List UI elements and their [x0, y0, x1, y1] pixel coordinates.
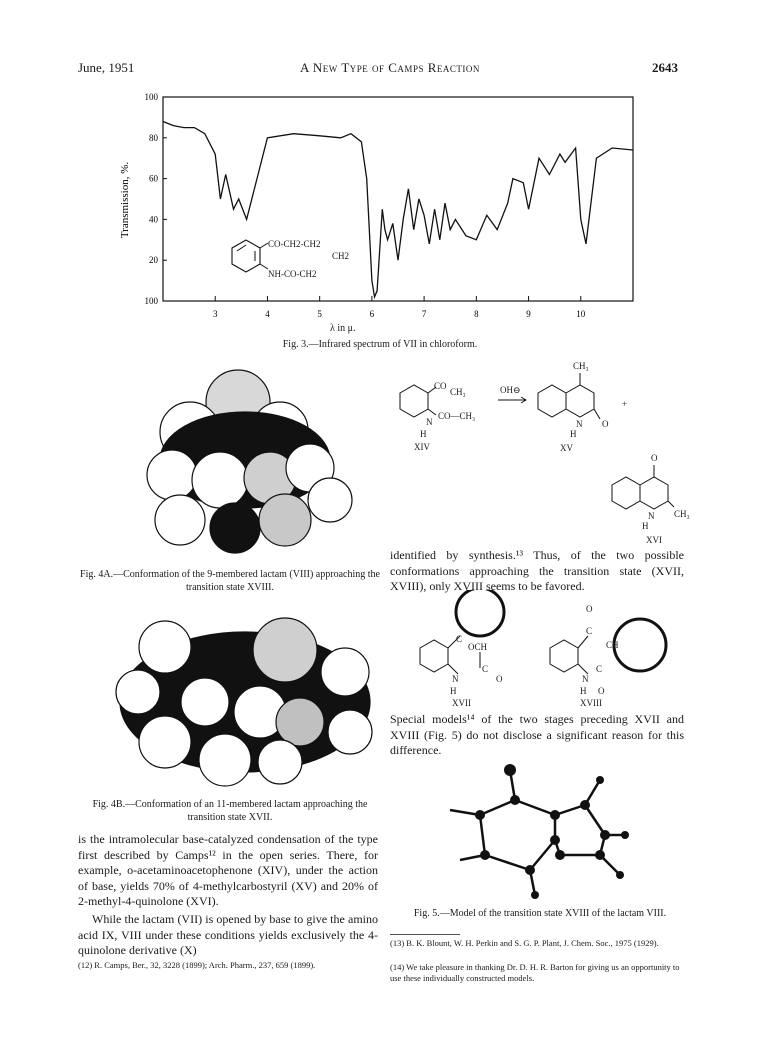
svg-text:O: O: [496, 674, 503, 684]
x-tick-label: 7: [421, 309, 427, 319]
svg-text:CH: CH: [606, 640, 619, 650]
label-XV: XV: [560, 443, 573, 453]
svg-text:CO—CH₃: CO—CH₃: [438, 411, 476, 421]
fig3-caption: Fig. 3.—Infrared spectrum of VII in chloroform.: [282, 339, 478, 350]
svg-text:C: C: [456, 634, 463, 644]
reaction-scheme: [390, 355, 690, 550]
svg-text:N: N: [452, 674, 459, 684]
running-title: A New Type of Camps Reaction: [300, 60, 480, 75]
footnote-12: (12) R. Camps, Ber., 32, 3228 (1899); Arch. Pharm., 237, 659 (1899).: [78, 960, 316, 970]
svg-text:CH₃: CH₃: [450, 387, 466, 397]
svg-text:N: N: [426, 417, 433, 427]
svg-text:OCH: OCH: [468, 642, 488, 652]
transition-structures: [400, 590, 690, 710]
footnote-divider: [390, 934, 460, 935]
svg-text:H: H: [580, 686, 587, 696]
y-tick-label: 40: [149, 214, 158, 225]
right-paragraph-1: identified by synthesis.¹³ Thus, of the two possible conformations approaching the transition state (XVII, XVIII), only XVIII seems to be favored.: [390, 548, 684, 594]
x-tick-label: 5: [317, 309, 322, 319]
left-paragraph-1: is the intramolecular base-catalyzed condensation of the type first described by Camps¹² in the open series. There, for example, o-acetaminoacetophenone (XIV), under the action of base, yields 70% of 4-methylcarbostyril (XV) and 20% of 2-methyl-4-quinolone (XVI).: [78, 832, 378, 909]
svg-text:CH₃: CH₃: [573, 361, 589, 371]
svg-text:C: C: [586, 626, 593, 636]
running-date: June, 1951: [78, 60, 135, 75]
reagent: OH⊖: [500, 385, 521, 395]
fig4b-caption: Fig. 4B.—Conformation of an 11-membered lactam approaching the transition state XVII.: [92, 799, 368, 823]
y-axis-label: Transmission, %.: [119, 161, 131, 239]
x-tick-label: 4: [265, 309, 270, 319]
svg-text:O: O: [598, 686, 605, 696]
label-XVIII: XVIII: [580, 698, 602, 708]
x-tick-label: 9: [526, 309, 531, 319]
svg-text:O: O: [586, 604, 593, 614]
y-tick-label: 60: [149, 173, 158, 184]
svg-text:N: N: [582, 674, 589, 684]
spectrum-line: [163, 122, 633, 297]
svg-text:CH₃: CH₃: [674, 509, 690, 519]
svg-text:N: N: [576, 419, 583, 429]
y-tick-label: 80: [149, 132, 158, 143]
svg-text:C: C: [482, 664, 489, 674]
x-axis-label: λ in μ.: [330, 323, 356, 334]
svg-text:H: H: [420, 429, 427, 439]
svg-text:C: C: [596, 664, 603, 674]
svg-text:O: O: [651, 453, 658, 463]
structure-VII: [232, 239, 349, 279]
svg-text:N: N: [648, 511, 655, 521]
footnote-14: (14) We take pleasure in thanking Dr. D. H. R. Barton for giving us an opportunity to use these individually constructed models.: [390, 962, 680, 984]
fig3-chart: [110, 85, 650, 330]
structure-right-label: CH2: [332, 251, 350, 261]
fig5-caption: Fig. 5.—Model of the transition state XVIII of the lactam VIII.: [413, 908, 667, 919]
svg-text:H: H: [570, 429, 577, 439]
fig4a-caption: Fig. 4A.—Conformation of the 9-membered lactam (VIII) approaching the transition state XVIII.: [80, 569, 380, 593]
svg-text:O: O: [602, 419, 609, 429]
svg-text:CO: CO: [434, 381, 447, 391]
left-paragraph-2: While the lactam (VII) is opened by base to give the amino acid IX, VIII under these conditions yields exclusively the 4-quinolone derivative (X): [78, 912, 378, 958]
label-XVI: XVI: [646, 535, 662, 545]
x-tick-label: 10: [576, 309, 586, 319]
structure-bottom-label: NH-CO-CH2: [268, 269, 317, 279]
structure-top-label: CO-CH2-CH2: [268, 239, 321, 249]
page-number: 2643: [652, 60, 678, 75]
fig4b-model-image: [110, 612, 380, 792]
y-tick-label: 20: [149, 255, 158, 266]
label-XVII: XVII: [452, 698, 471, 708]
x-tick-label: 6: [369, 309, 375, 319]
right-paragraph-2: Special models¹⁴ of the two stages preceding XVII and XVIII (Fig. 5) do not disclose a significant reason for this difference.: [390, 712, 684, 758]
XIV-benzene-ring: [400, 385, 428, 417]
label-XIV: XIV: [414, 442, 430, 452]
y-tick-label: 100: [144, 296, 158, 306]
plus-sign: +: [622, 399, 628, 409]
chart-frame: [163, 97, 633, 301]
x-tick-label: 8: [474, 309, 479, 319]
footnote-13: (13) B. K. Blount, W. H. Perkin and S. G. P. Plant, J. Chem. Soc., 1975 (1929).: [390, 938, 659, 948]
x-tick-label: 3: [212, 309, 218, 319]
fig5-model-image: [440, 760, 660, 900]
svg-text:H: H: [450, 686, 457, 696]
fig4a-model-image: [120, 360, 370, 560]
y-tick-label: 100: [144, 92, 158, 102]
svg-text:H: H: [642, 521, 649, 531]
